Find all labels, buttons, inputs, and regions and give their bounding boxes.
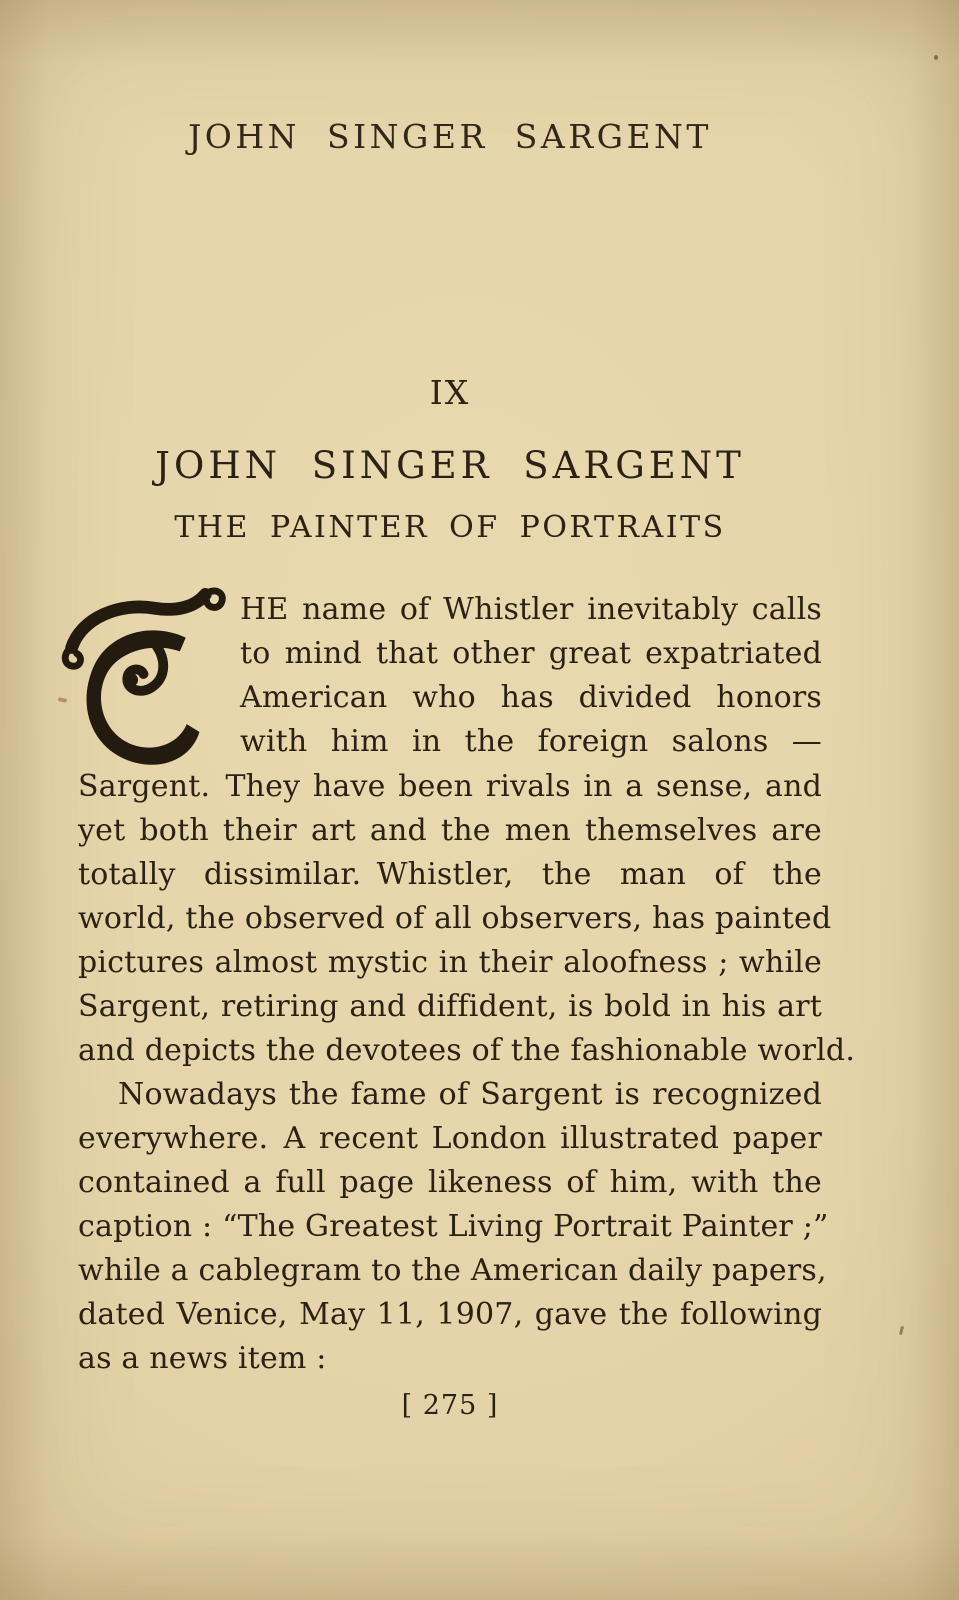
paragraph-1-continued <box>78 765 856 1073</box>
text-line: Sargent. They have been rivals in a sense, and <box>78 769 822 804</box>
paragraph-1-beside-dropcap <box>240 588 822 764</box>
text-line: dated Venice, May 11, 1907, gave the following <box>78 1297 822 1332</box>
ornamental-T-glyph <box>56 576 228 774</box>
chapter-title: JOHN SINGER SARGENT <box>155 444 745 487</box>
text-line: yet both their art and the men themselves are <box>78 813 822 848</box>
text-line: everywhere. A recent London illustrated paper <box>78 1121 822 1156</box>
text-line: pictures almost mystic in their aloofness ; while <box>78 945 822 980</box>
text-line: contained a full page likeness of him, with the <box>78 1165 822 1200</box>
paper-speck <box>934 55 938 60</box>
page-number: [ 275 ] <box>401 1390 499 1421</box>
chapter-number: IX <box>429 373 471 412</box>
text-line: with him in the foreign salons — <box>240 724 822 759</box>
paragraph-2 <box>78 1073 829 1381</box>
drop-cap-initial-T <box>56 576 228 774</box>
text-line: Sargent, retiring and diffident, is bold in his art <box>78 989 822 1024</box>
chapter-subtitle: THE PAINTER OF PORTRAITS <box>174 510 726 545</box>
text-line: totally dissimilar. Whistler, the man of the <box>78 857 822 892</box>
paper-speck <box>899 1326 904 1335</box>
text-line: and depicts the devotees of the fashionable world. <box>78 1033 856 1068</box>
text-line: to mind that other great expatriated <box>240 636 822 671</box>
text-line: as a news item : <box>78 1341 327 1376</box>
text-line: HE name of Whistler inevitably calls <box>240 592 822 627</box>
text-line: Nowadays the fame of Sargent is recognized <box>118 1077 822 1112</box>
text-line: world, the observed of all observers, has painted <box>78 901 832 936</box>
running-head: JOHN SINGER SARGENT <box>188 117 712 156</box>
text-line: caption : “The Greatest Living Portrait Painter ;” <box>78 1209 829 1244</box>
text-line: American who has divided honors <box>240 680 822 715</box>
text-line: while a cablegram to the American daily papers, <box>78 1253 827 1288</box>
